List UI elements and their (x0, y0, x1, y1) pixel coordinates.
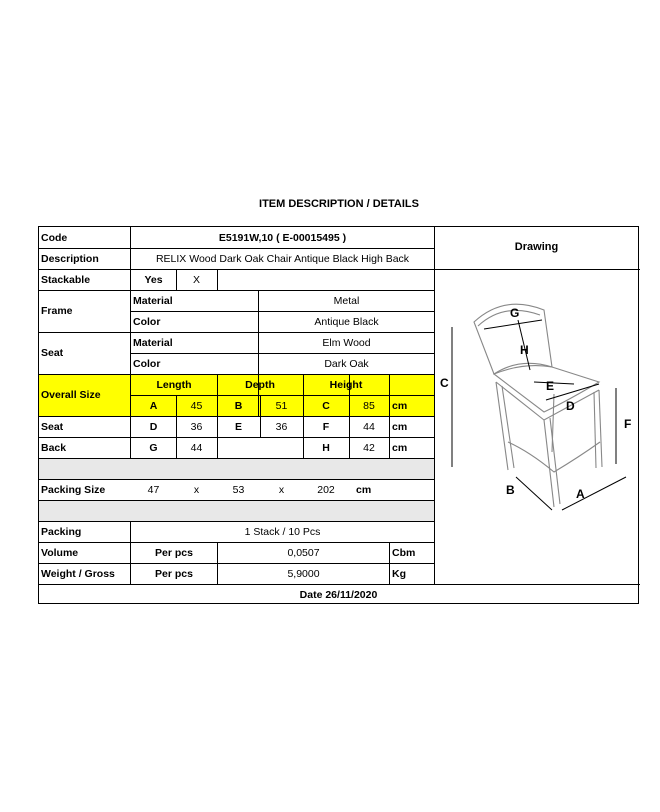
packing-label: Packing (41, 525, 82, 538)
weight-unit: Kg (392, 567, 406, 580)
drawing-f: F (624, 417, 632, 431)
code-value: E5191W,10 ( E-00015495 ) (218, 231, 347, 244)
dim-d-letter: D (149, 420, 158, 433)
overall-size-label: Overall Size (41, 389, 101, 401)
drawing-a: A (576, 487, 585, 501)
packing-size-x1: x (193, 483, 200, 496)
weight-label: Weight / Gross (41, 567, 115, 580)
seat-color-label: Color (133, 357, 161, 370)
volume-per: Per pcs (155, 546, 193, 559)
dim-f-letter: F (322, 420, 330, 433)
packing-size-v1: 47 (147, 483, 160, 496)
frame-material-label: Material (133, 294, 173, 307)
page-title: ITEM DESCRIPTION / DETAILS (259, 198, 419, 210)
dim-e-letter: E (234, 420, 242, 433)
dim-d-value: 36 (190, 420, 203, 433)
blank-row-1 (39, 458, 434, 479)
packing-size-label: Packing Size (41, 483, 106, 496)
weight-per: Per pcs (155, 567, 193, 580)
stackable-yes: Yes (144, 273, 163, 286)
drawing-h: H (520, 343, 529, 357)
drawing-e: E (546, 379, 555, 393)
height-label: Height (329, 378, 363, 391)
dim-c-value: 85 (363, 399, 375, 412)
drawing-b: B (506, 483, 515, 497)
drawing-d: D (566, 399, 575, 413)
overall-unit: cm (392, 399, 408, 412)
back-dims-label: Back (41, 441, 67, 454)
depth-label: Depth (245, 378, 275, 391)
seat-color: Dark Oak (324, 357, 369, 370)
drawing-label: Drawing (514, 241, 559, 253)
dim-b-value: 51 (275, 399, 288, 412)
packing-size-x2: x (278, 483, 285, 496)
chair-drawing (434, 282, 639, 522)
chair-outline (474, 304, 602, 507)
dim-h-value: 42 (363, 441, 375, 454)
frame-color: Antique Black (314, 315, 379, 328)
description-label: Description (41, 252, 99, 265)
dim-b-letter: B (234, 399, 243, 412)
packing-size-unit: cm (356, 483, 372, 496)
dim-g-value: 44 (190, 441, 203, 454)
frame-color-label: Color (133, 315, 161, 328)
dim-g-letter: G (149, 441, 158, 454)
packing-value: 1 Stack / 10 Pcs (244, 525, 321, 538)
seat-material: Elm Wood (322, 336, 371, 349)
dim-f-value: 44 (363, 420, 375, 433)
dim-h-letter: H (322, 441, 330, 454)
volume-label: Volume (41, 546, 79, 559)
stackable-mark: X (192, 273, 200, 286)
volume-value: 0,0507 (287, 546, 320, 559)
code-label: Code (41, 231, 68, 244)
date-footer: Date 26/11/2020 (299, 589, 378, 601)
frame-material: Metal (333, 294, 360, 307)
back-unit: cm (392, 441, 408, 454)
seat-dims-label: Seat (41, 420, 64, 433)
details-table (38, 226, 639, 604)
seat-label: Seat (41, 347, 64, 359)
frame-label: Frame (41, 305, 73, 317)
length-label: Length (156, 378, 192, 391)
dim-a-value: 45 (190, 399, 203, 412)
description-value: RELIX Wood Dark Oak Chair Antique Black High Back (155, 252, 410, 265)
dim-c-letter: C (322, 399, 330, 412)
dim-a-letter: A (149, 399, 158, 412)
packing-size-v2: 53 (232, 483, 245, 496)
volume-unit: Cbm (392, 546, 416, 559)
seat-unit: cm (392, 420, 408, 433)
seat-material-label: Material (133, 336, 173, 349)
drawing-g: G (510, 306, 520, 320)
stackable-label: Stackable (41, 273, 91, 286)
blank-row-2 (39, 500, 434, 521)
weight-value: 5,9000 (287, 567, 320, 580)
drawing-c: C (440, 376, 449, 390)
dim-e-value: 36 (275, 420, 288, 433)
packing-size-v3: 202 (317, 483, 335, 496)
